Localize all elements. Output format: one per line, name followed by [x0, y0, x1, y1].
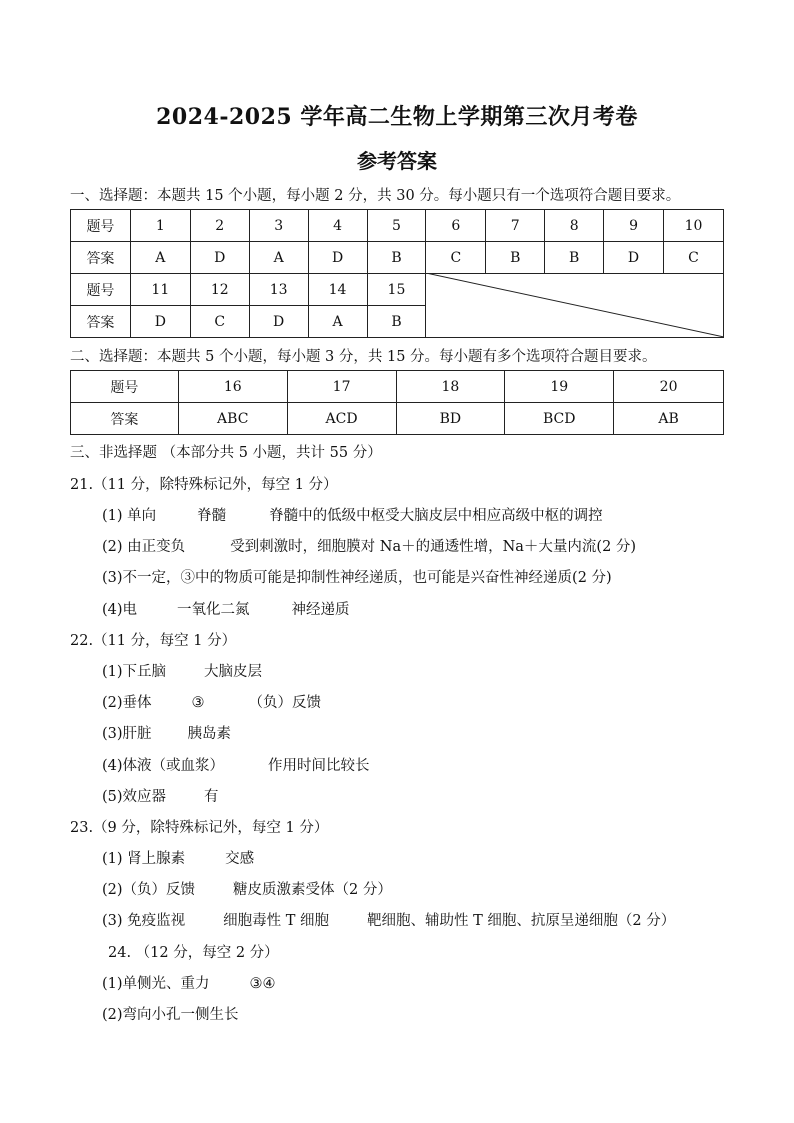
row-label-answer: 答案 — [71, 306, 131, 338]
q24-line2: (2)弯向小孔一侧生长 — [102, 1007, 239, 1023]
q24-heading: 24. （12 分，每空 2 分） — [108, 945, 279, 961]
table-cell: A — [130, 242, 190, 274]
q22-line2 — [102, 691, 321, 712]
answer-text: (2)垂体 — [102, 695, 152, 711]
table-cell: D — [190, 242, 249, 274]
empty-diagonal-cell — [426, 274, 724, 338]
table-cell: 1 — [130, 210, 190, 242]
table-cell: 12 — [190, 274, 249, 306]
q21-line3: (3)不一定，③中的物质可能是抑制性神经递质，也可能是兴奋性神经递质(2 分) — [102, 570, 612, 586]
table-cell: 14 — [308, 274, 367, 306]
table-row — [71, 371, 724, 403]
table-cell: D — [249, 306, 308, 338]
answer-text: (4)电 — [102, 602, 138, 618]
answer-table-multi-choice — [70, 370, 724, 435]
page-title: 2024-2025 学年高二生物上学期第三次月考卷 — [156, 104, 638, 130]
q22-line1 — [102, 660, 262, 681]
answer-text: 大脑皮层 — [204, 664, 263, 680]
section1-heading: 一、选择题：本题共 15 个小题，每小题 2 分，共 30 分。每小题只有一个选项符合题目要求。 — [70, 188, 681, 204]
table-cell: ABC — [178, 403, 287, 435]
row-label-number: 题号 — [71, 371, 179, 403]
table-cell: B — [367, 242, 426, 274]
answer-text: 脊髓 — [197, 508, 227, 524]
answer-text: 一氧化二氮 — [177, 602, 250, 618]
table-cell: 9 — [604, 210, 664, 242]
answer-text: ③ — [191, 695, 205, 711]
table-cell: D — [604, 242, 664, 274]
table-cell: C — [663, 242, 723, 274]
table-cell: ACD — [287, 403, 396, 435]
table-cell: 8 — [545, 210, 604, 242]
table-cell: D — [130, 306, 190, 338]
q23-line3 — [102, 909, 675, 930]
table-cell: 16 — [178, 371, 287, 403]
table-row — [71, 210, 724, 242]
table-cell: 13 — [249, 274, 308, 306]
table-cell: 10 — [663, 210, 723, 242]
q21-line2 — [102, 535, 636, 556]
table-cell: AB — [614, 403, 724, 435]
answer-text: (3)肝脏 — [102, 726, 152, 742]
q22-line5 — [102, 785, 219, 806]
answer-table-single-choice — [70, 209, 724, 338]
table-cell: 5 — [367, 210, 426, 242]
q22-line4 — [102, 754, 370, 775]
table-cell: B — [367, 306, 426, 338]
answer-text: 有 — [204, 789, 219, 805]
table-cell: B — [545, 242, 604, 274]
row-label-answer: 答案 — [71, 242, 131, 274]
q21-line1 — [102, 504, 603, 525]
table-cell: 18 — [396, 371, 505, 403]
table-cell: 6 — [426, 210, 486, 242]
q21-heading: 21.（11 分，除特殊标记外，每空 1 分） — [70, 477, 338, 493]
answer-text: (4)体液（或血浆） — [102, 758, 225, 774]
table-cell: 15 — [367, 274, 426, 306]
answer-text: 作用时间比较长 — [268, 758, 370, 774]
q22-heading: 22.（11 分，每空 1 分） — [70, 633, 237, 649]
row-label-answer: 答案 — [71, 403, 179, 435]
table-cell: D — [308, 242, 367, 274]
section2-heading: 二、选择题：本题共 5 个小题，每小题 3 分，共 15 分。每小题有多个选项符合题目要求。 — [70, 349, 657, 365]
answer-text: (1)下丘脑 — [102, 664, 167, 680]
answer-text: (1) 肾上腺素 — [102, 851, 186, 867]
q23-line2 — [102, 878, 392, 899]
answer-text: (3) 免疫监视 — [102, 913, 186, 929]
q21-line4 — [102, 598, 350, 619]
table-cell: 4 — [308, 210, 367, 242]
table-cell: 3 — [249, 210, 308, 242]
answer-text: 靶细胞、辅助性 T 细胞、抗原呈递细胞（2 分） — [367, 913, 676, 929]
answer-text: (5)效应器 — [102, 789, 167, 805]
table-cell: B — [486, 242, 545, 274]
table-cell: A — [249, 242, 308, 274]
table-cell: 2 — [190, 210, 249, 242]
table-row — [71, 242, 724, 274]
answer-text: 神经递质 — [291, 602, 350, 618]
q23-line1 — [102, 847, 254, 868]
row-label-number: 题号 — [71, 210, 131, 242]
answer-text: 胰岛素 — [187, 726, 232, 742]
answer-text: ③④ — [249, 976, 276, 992]
answer-text: （负）反馈 — [248, 695, 322, 711]
q22-line3 — [102, 722, 231, 743]
answer-text: (2)（负）反馈 — [102, 882, 196, 898]
table-cell: C — [426, 242, 486, 274]
table-cell: C — [190, 306, 249, 338]
answer-text: (1) 单向 — [102, 508, 157, 524]
answer-text: 交感 — [225, 851, 255, 867]
answer-text: (2) 由正变负 — [102, 539, 186, 555]
answer-text: 糖皮质激素受体（2 分） — [233, 882, 392, 898]
table-cell: 20 — [614, 371, 724, 403]
table-cell: BCD — [505, 403, 614, 435]
answer-text: 细胞毒性 T 细胞 — [223, 913, 330, 929]
table-cell: 17 — [287, 371, 396, 403]
table-row — [71, 274, 724, 306]
table-cell: A — [308, 306, 367, 338]
table-row — [71, 403, 724, 435]
table-cell: 19 — [505, 371, 614, 403]
table-cell: 7 — [486, 210, 545, 242]
table-cell: 11 — [130, 274, 190, 306]
section3-heading: 三、非选择题 （本部分共 5 小题，共计 55 分） — [70, 445, 382, 461]
page-subtitle: 参考答案 — [357, 149, 437, 173]
answer-text: 脊髓中的低级中枢受大脑皮层中相应高级中枢的调控 — [269, 508, 603, 524]
table-cell: BD — [396, 403, 505, 435]
q23-heading: 23.（9 分，除特殊标记外，每空 1 分） — [70, 820, 329, 836]
answer-text: 受到刺激时，细胞膜对 Na＋的通透性增，Na＋大量内流(2 分) — [230, 539, 637, 555]
row-label-number: 题号 — [71, 274, 131, 306]
q24-line1 — [102, 972, 276, 993]
answer-text: (1)单侧光、重力 — [102, 976, 210, 992]
